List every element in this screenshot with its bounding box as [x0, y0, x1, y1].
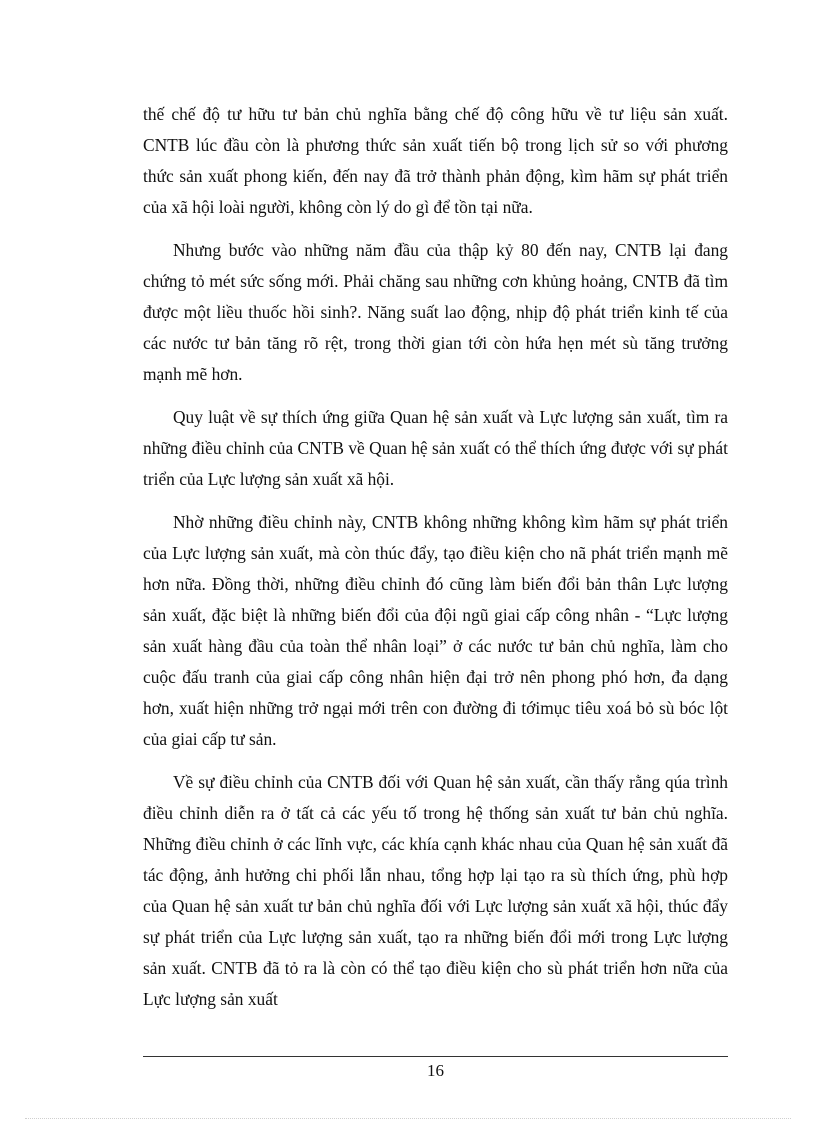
document-body	[143, 99, 728, 1027]
paragraph-1: thế chế độ tư hữu tư bản chủ nghĩa bằng chế độ công hữu về tư liệu sản xuất. CNTB lúc đầu còn là phương thức sản xuất tiến bộ trong lịch sử so với phương thức sản xuất phong kiến, đến nay đã trở thành phản động, kìm hãm sự phát triển của xã hội loài người, không còn lý do gì để tồn tại nữa.	[143, 104, 728, 217]
paragraph-3: Quy luật về sự thích ứng giữa Quan hệ sản xuất và Lực lượng sản xuất, tìm ra những điều chỉnh của CNTB về Quan hệ sản xuất có thể thích ứng được với sự phát triển của Lực lượng sản xuất xã hội.	[143, 407, 728, 489]
page-bottom-dotted-border	[25, 1118, 791, 1119]
footer-divider	[143, 1056, 728, 1057]
page-number: 16	[427, 1061, 444, 1080]
paragraph-4: Nhờ những điều chỉnh này, CNTB không những không kìm hãm sự phát triển của Lực lượng sản xuất, mà còn thúc đẩy, tạo điều kiện cho nã phát triển mạnh mẽ hơn nữa. Đồng thời, những điều chỉnh đó cũng làm biến đổi bản thân Lực lượng sản xuất, đặc biệt là những biến đổi của đội ngũ giai cấp công nhân - “Lực lượng sản xuất hàng đầu của toàn thể nhân loại” ở các nước tư bản chủ nghĩa, làm cho cuộc đấu tranh của giai cấp công nhân hiện đại trở nên phong phó hơn, đa dạng hơn, xuất hiện những trở ngại mới trên con đường đi tớimục tiêu xoá bỏ sù bóc lột của giai cấp tư sản.	[143, 512, 728, 749]
paragraph-5: Về sự điều chỉnh của CNTB đối với Quan hệ sản xuất, cần thấy rằng qúa trình điều chỉnh diễn ra ở tất cả các yếu tố trong hệ thống sản xuất tư bản chủ nghĩa. Những điều chỉnh ở các lĩnh vực, các khía cạnh khác nhau của Quan hệ sản xuất đã tác động, ảnh hưởng chi phối lẫn nhau, tổng hợp lại tạo ra sù thích ứng, phù hợp của Quan hệ sản xuất tư bản chủ nghĩa đối với Lực lượng sản xuất xã hội, thúc đẩy sự phát triển của Lực lượng sản xuất, tạo ra những biến đổi mới trong Lực lượng sản xuất. CNTB đã tỏ ra là còn có thể tạo điều kiện cho sù phát triển hơn nữa của Lực lượng sản xuất	[143, 772, 728, 1009]
paragraph-2: Nhưng bước vào những năm đầu của thập kỷ 80 đến nay, CNTB lại đang chứng tỏ mét sức sống mới. Phải chăng sau những cơn khủng hoảng, CNTB đã tìm được một liều thuốc hồi sinh?. Năng suất lao động, nhịp độ phát triển kinh tế của các nước tư bản tăng rõ rệt, trong thời gian tới còn hứa hẹn mét sù tăng trưởng mạnh mẽ hơn.	[143, 240, 728, 384]
